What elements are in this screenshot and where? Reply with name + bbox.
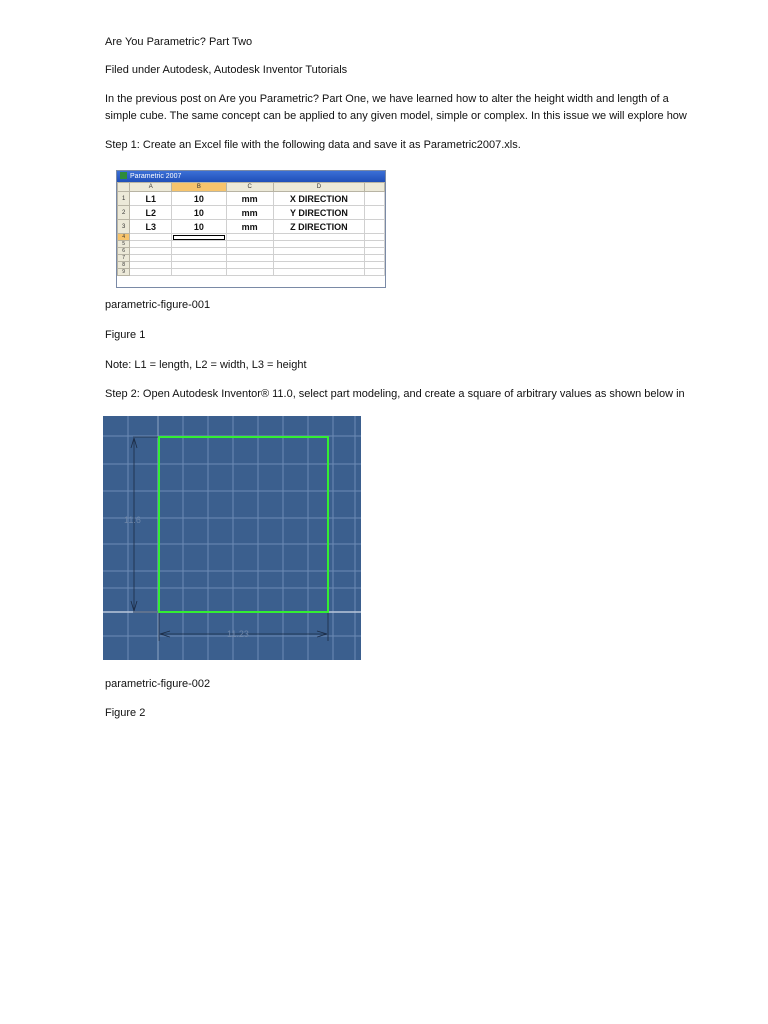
note-text: Note: L1 = length, L2 = width, L3 = height <box>105 359 307 371</box>
column-header-empty <box>365 183 385 192</box>
sketch-grid <box>103 416 361 660</box>
cell: 10 <box>172 220 227 234</box>
step-2-text: Step 2: Open Autodesk Inventor® 11.0, select part modeling, and create a square of arbitrary values as shown below in <box>105 388 685 400</box>
row-number: 4 <box>118 234 130 241</box>
cell <box>365 234 385 241</box>
figure-1-caption: Figure 1 <box>105 329 146 341</box>
cell: X DIRECTION <box>273 192 365 206</box>
cell: L1 <box>130 192 172 206</box>
step-1-text: Step 1: Create an Excel file with the following data and save it as Parametric2007.xls. <box>105 139 521 151</box>
column-header: C <box>226 183 273 192</box>
cell: mm <box>226 192 273 206</box>
column-header: D <box>273 183 365 192</box>
cell <box>365 192 385 206</box>
corner-cell <box>118 183 130 192</box>
row-number: 2 <box>118 206 130 220</box>
cell: mm <box>226 220 273 234</box>
row-number: 8 <box>118 262 130 269</box>
excel-screenshot-figure <box>116 170 386 288</box>
row-number: 5 <box>118 241 130 248</box>
row-number: 7 <box>118 255 130 262</box>
row-number: 9 <box>118 269 130 276</box>
filed-under: Filed under Autodesk, Autodesk Inventor Tutorials <box>105 64 348 76</box>
spreadsheet-grid <box>117 182 385 276</box>
cell <box>273 234 365 241</box>
cell: L2 <box>130 206 172 220</box>
figure-1-image-name: parametric-figure-001 <box>105 299 211 311</box>
column-header: B <box>172 183 227 192</box>
cell: 10 <box>172 206 227 220</box>
excel-icon <box>120 172 127 179</box>
row-number: 1 <box>118 192 130 206</box>
excel-window-title: Parametric 2007 <box>130 173 182 180</box>
cell <box>226 234 273 241</box>
intro-line-2: simple cube. The same concept can be applied to any given model, simple or complex. In this issue we will explore how <box>105 110 687 122</box>
figure-2-caption: Figure 2 <box>105 707 146 719</box>
active-cell <box>172 234 227 241</box>
page-title: Are You Parametric? Part Two <box>105 36 253 48</box>
cell: 10 <box>172 192 227 206</box>
vertical-dimension-label: 11.6 <box>124 515 141 525</box>
cell: Y DIRECTION <box>273 206 365 220</box>
cell <box>130 234 172 241</box>
cell: L3 <box>130 220 172 234</box>
sketch-square <box>159 437 328 612</box>
cell <box>365 220 385 234</box>
column-header: A <box>130 183 172 192</box>
inventor-sketch-figure <box>103 416 361 660</box>
cell: Z DIRECTION <box>273 220 365 234</box>
excel-window-titlebar <box>117 171 385 182</box>
row-number: 3 <box>118 220 130 234</box>
horizontal-dimension-label: 11.23 <box>227 629 249 639</box>
row-number: 6 <box>118 248 130 255</box>
cell <box>365 206 385 220</box>
sketch-canvas <box>103 416 361 660</box>
figure-2-image-name: parametric-figure-002 <box>105 678 211 690</box>
intro-line-1: In the previous post on Are you Parametric? Part One, we have learned how to alter the height width and length of a <box>105 93 669 105</box>
cell: mm <box>226 206 273 220</box>
